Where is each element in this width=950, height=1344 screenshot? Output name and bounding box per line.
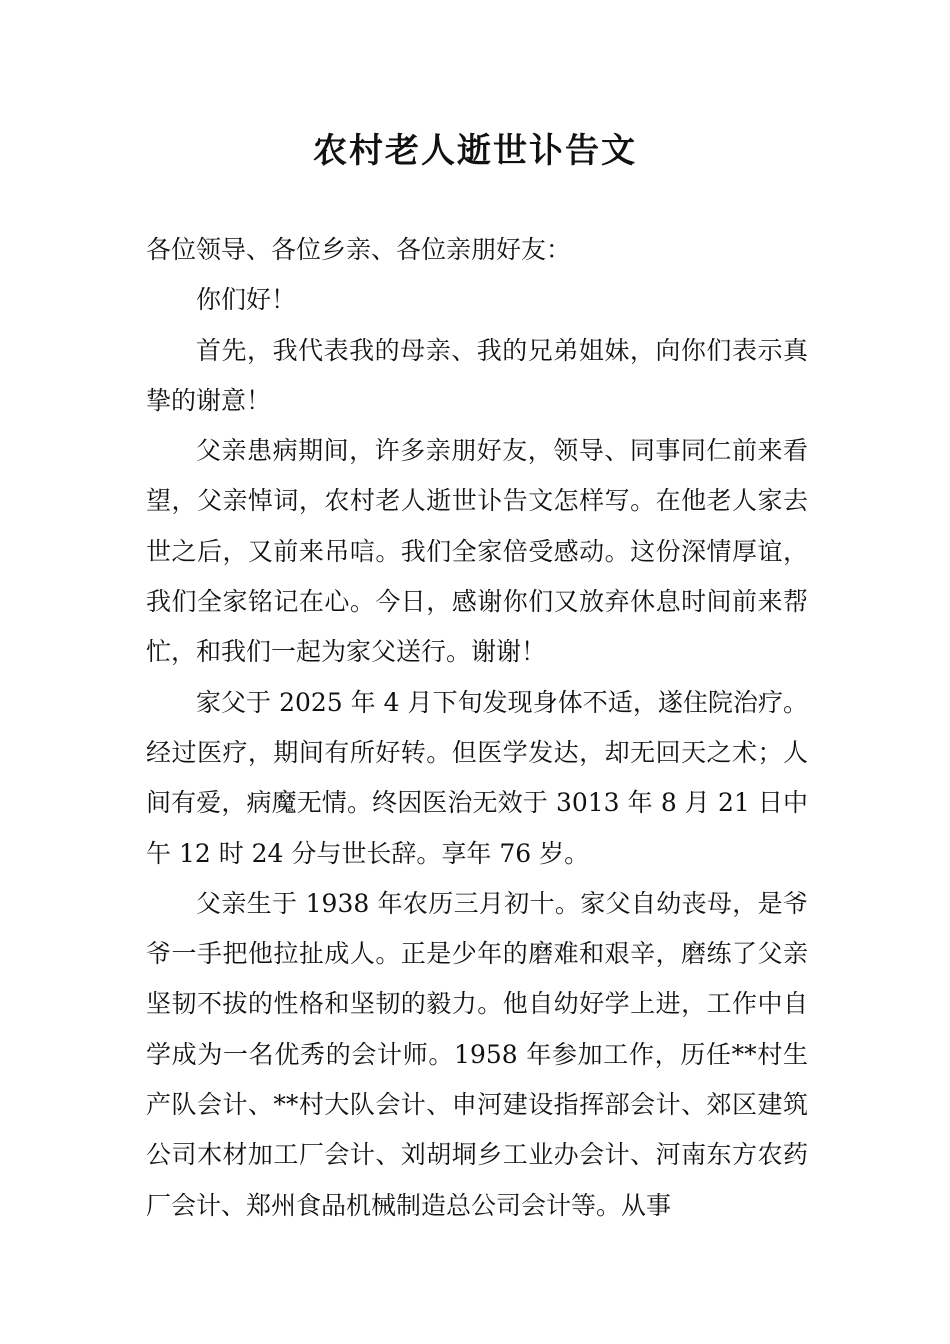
- salutation: 各位领导、各位乡亲、各位亲朋好友：: [146, 235, 572, 264]
- paragraph-illness-visits: 父亲患病期间，许多亲朋好友，领导、同事同仁前来看望，父亲悼词，农村老人逝世讣告文怎样写。在他老人家去世之后，又前来吊唁。我们全家倍受感动。这份深情厚谊，我们全家铭记在心。今日，感谢你们又放弃休息时间前来帮忙，和我们一起为家父送行。谢谢！: [146, 436, 808, 667]
- paragraph-greeting: 你们好！: [196, 285, 297, 315]
- paragraph-biography: 父亲生于 1938 年农历三月初十。家父自幼丧母，是爷爷一手把他拉扯成人。正是少年的磨难和艰辛，磨练了父亲坚韧不拔的性格和坚韧的毅力。他自幼好学上进，工作中自学成为一名优秀的会计师。1958 年参加工作，历任**村生产队会计、**村大队会计、申河建设指挥部会计、郊区建筑公司木材加工厂会计、刘胡垌乡工业办会计、河南东方农药厂会计、郑州食品机械制造总公司会计等。从事: [146, 888, 808, 1220]
- document-title: 农村老人逝世讣告文: [313, 131, 637, 171]
- paragraph-passing: 家父于 2025 年 4 月下旬发现身体不适，遂住院治疗。经过医疗，期间有所好转。但医学发达，却无回天之术；人间有爱，病魔无情。终因医治无效于 3013 年 8 月 21 日中午 12 时 24 分与世长辞。享年 76 岁。: [146, 687, 808, 868]
- paragraph-thanks: 首先，我代表我的母亲、我的兄弟姐妹，向你们表示真挚的谢意！: [146, 335, 808, 415]
- document-body: [146, 225, 808, 1231]
